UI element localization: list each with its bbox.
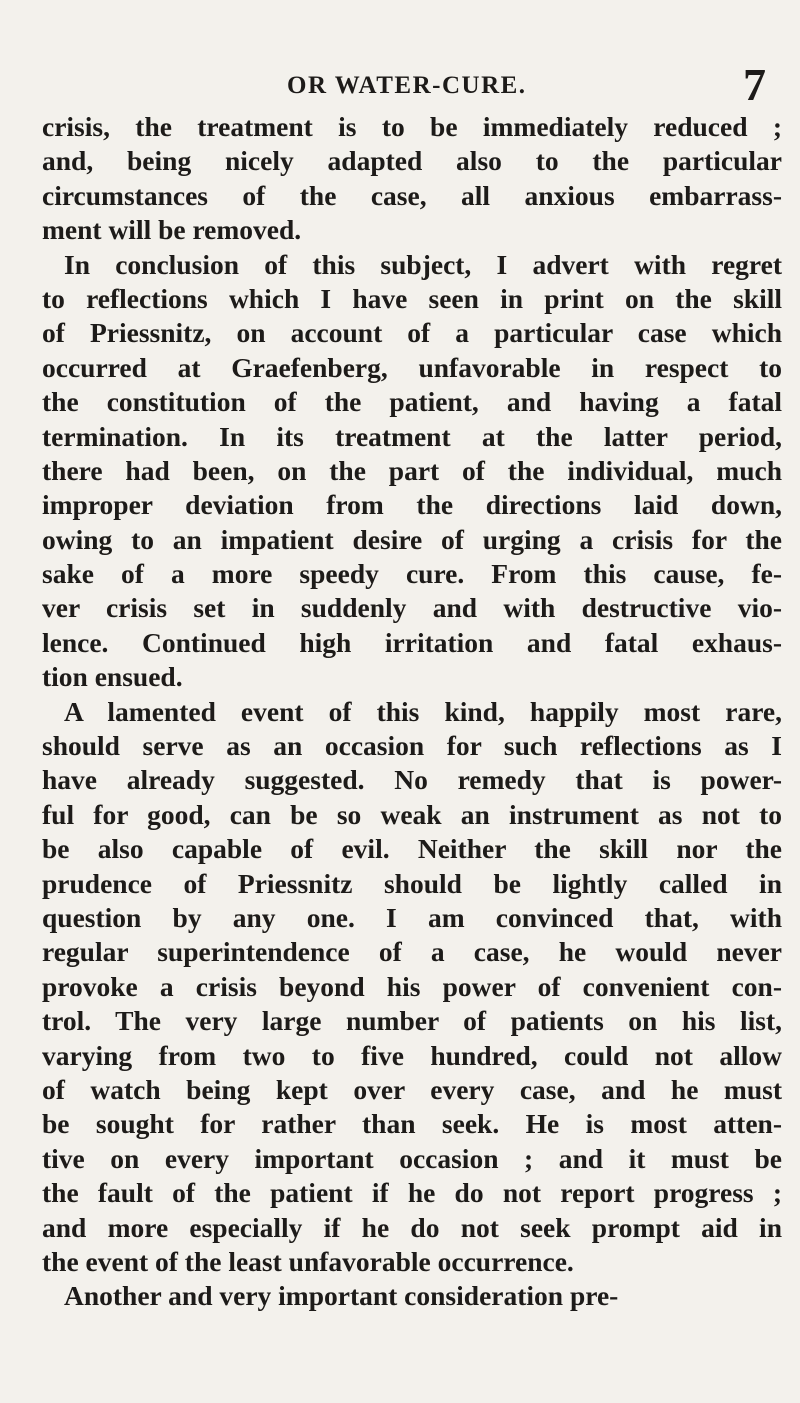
text-line: the constitution of the patient, and having a fatal — [42, 386, 782, 418]
running-title: OR WATER-CURE. — [287, 72, 527, 99]
text-line: there had been, on the part of the individual, much — [42, 454, 782, 486]
text-line: provoke a crisis beyond his power of convenient con- — [42, 970, 782, 1002]
page-number: 7 — [743, 59, 766, 110]
text-line: to reflections which I have seen in print on the skill — [42, 282, 782, 314]
text-line: termination. In its treatment at the latter period, — [42, 420, 782, 452]
text-line: varying from two to five hundred, could not allow — [42, 1039, 782, 1071]
text-line: occurred at Graefenberg, unfavorable in respect to — [42, 351, 782, 383]
text-line: owing to an impatient desire of urging a crisis for the — [42, 523, 782, 555]
text-line: have already suggested. No remedy that is power- — [42, 764, 782, 796]
text-line: trol. The very large number of patients on his list, — [42, 1005, 782, 1037]
text-line: sake of a more speedy cure. From this cause, fe- — [42, 558, 782, 590]
text-line: be sought for rather than seek. He is most atten- — [42, 1108, 782, 1140]
text-line: regular superintendence of a case, he would never — [42, 936, 782, 968]
text-line: circumstances of the case, all anxious embarrass- — [42, 179, 782, 211]
text-line: of watch being kept over every case, and he must — [42, 1073, 782, 1105]
text-line: ver crisis set in suddenly and with destructive vio- — [42, 592, 782, 624]
text-line: the fault of the patient if he do not report progress ; — [42, 1177, 782, 1209]
text-line: prudence of Priessnitz should be lightly called in — [42, 867, 782, 899]
text-line: be also capable of evil. Neither the skill nor the — [42, 833, 782, 865]
text-line: lence. Continued high irritation and fatal exhaus- — [42, 626, 782, 658]
text-line: of Priessnitz, on account of a particular case which — [42, 317, 782, 349]
text-line: tive on every important occasion ; and it must be — [42, 1142, 782, 1174]
text-line: A lamented event of this kind, happily most rare, — [64, 695, 782, 727]
text-line: should serve as an occasion for such reflections as I — [42, 730, 782, 762]
running-header — [0, 59, 800, 110]
text-line: ment will be removed. — [42, 214, 302, 246]
text-line: ful for good, can be so weak an instrument as not to — [42, 798, 782, 830]
text-line: tion ensued. — [42, 661, 183, 693]
text-line: question by any one. I am convinced that, with — [42, 901, 782, 933]
text-line: In conclusion of this subject, I advert with regret — [64, 248, 782, 280]
text-line: the event of the least unfavorable occurrence. — [42, 1245, 574, 1277]
text-line: and, being nicely adapted also to the particular — [42, 145, 782, 177]
text-line: Another and very important consideration pre- — [64, 1280, 619, 1312]
text-line: and more especially if he do not seek prompt aid in — [42, 1211, 782, 1243]
text-line: improper deviation from the directions laid down, — [42, 489, 782, 521]
body-text — [42, 110, 782, 1314]
text-line: crisis, the treatment is to be immediately reduced ; — [42, 111, 782, 142]
